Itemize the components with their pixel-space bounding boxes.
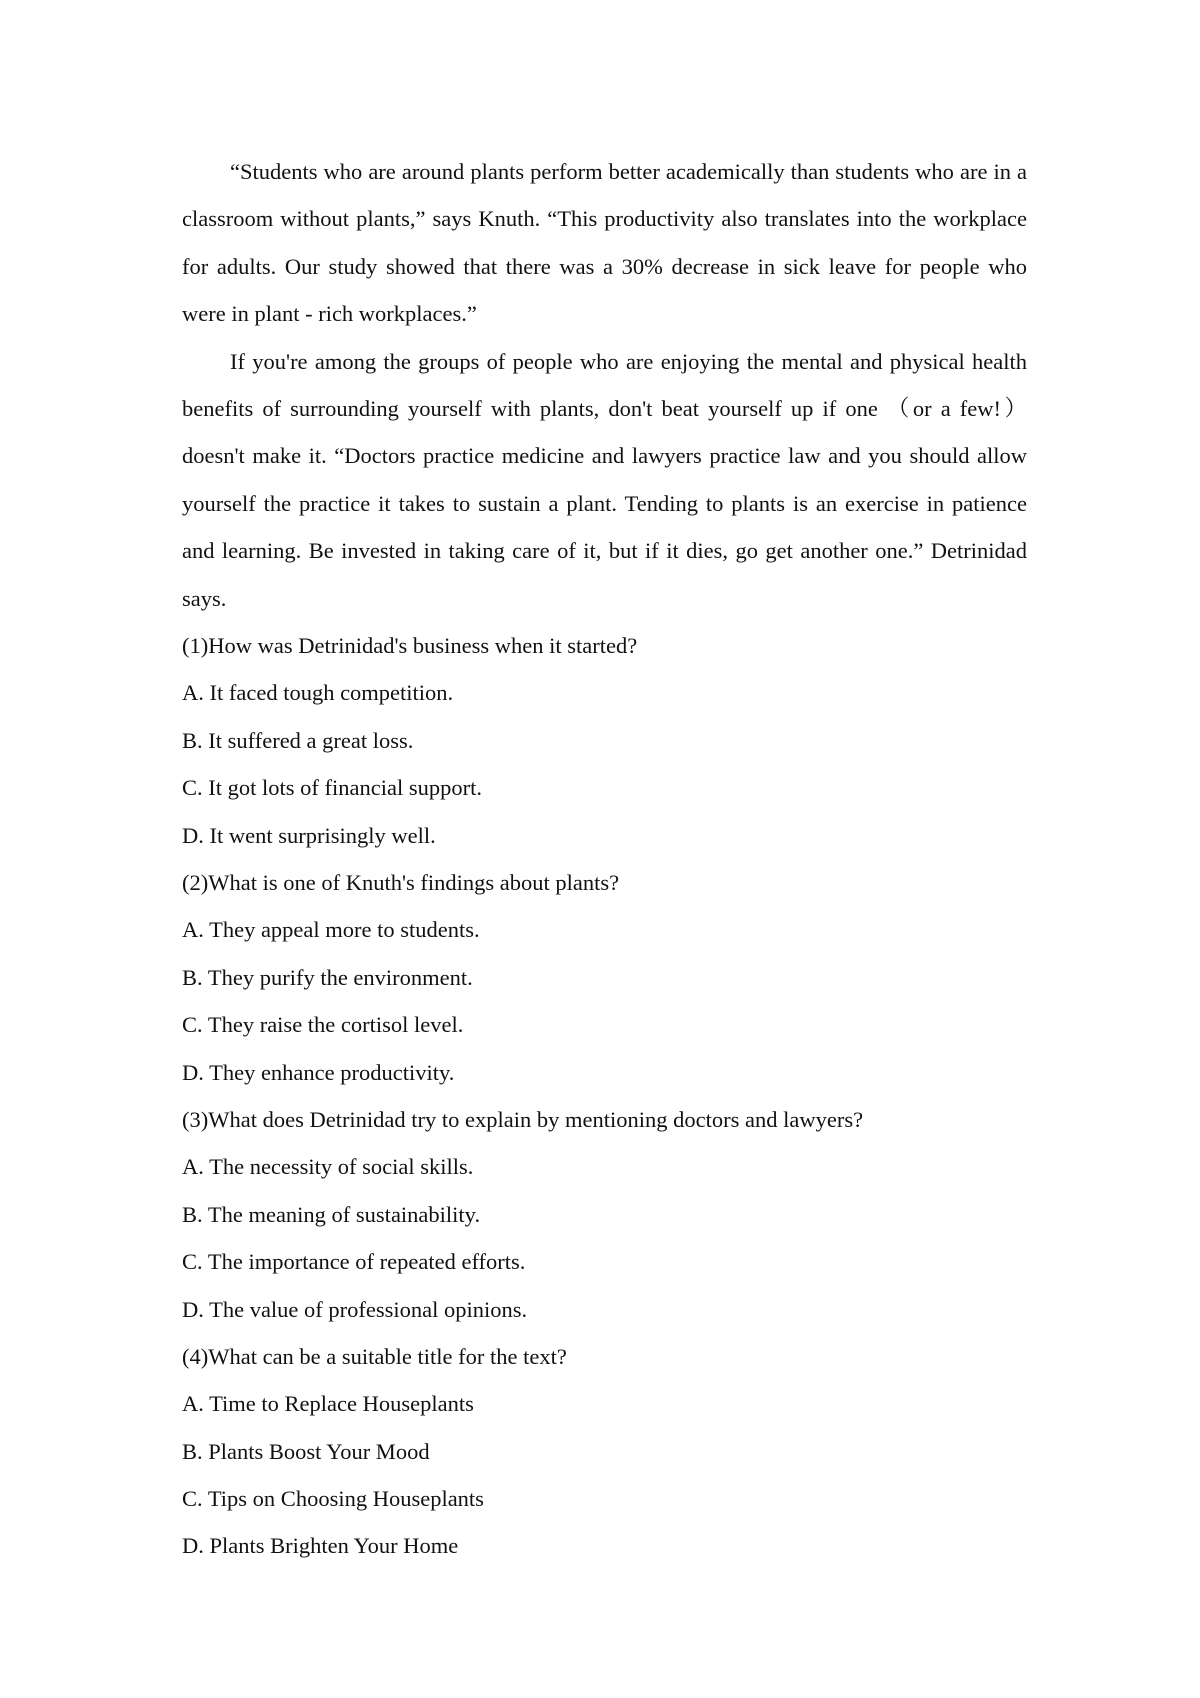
option-b: B. Plants Boost Your Mood [182,1438,430,1464]
option-d: D. The value of professional opinions. [182,1296,528,1322]
question-stem: (4)What can be a suitable title for the text? [182,1343,567,1369]
option-b: B. They purify the environment. [182,964,473,990]
question-3 [182,1096,1027,1333]
passage-paragraph-1: “Students who are around plants perform better academically than students who are in a classroom without plants,” says Knuth. “This productivity also translates into the workplace for adults. Our study showed that there was a 30% decrease in sick leave for people who were in plant - rich workplaces.” [182,159,1027,327]
question-stem: (2)What is one of Knuth's findings about plants? [182,870,620,896]
question-1 [182,622,1027,859]
option-a: A. The necessity of social skills. [182,1154,474,1180]
option-a: A. They appeal more to students. [182,917,480,943]
option-d: D. They enhance productivity. [182,1059,455,1085]
option-d: D. It went surprisingly well. [182,822,436,848]
question-4 [182,1333,1027,1570]
option-b: B. It suffered a great loss. [182,727,414,753]
option-c: C. They raise the cortisol level. [182,1012,464,1038]
question-stem: (3)What does Detrinidad try to explain by mentioning doctors and lawyers? [182,1106,864,1132]
passage-paragraph-2: If you're among the groups of people who are enjoying the mental and physical health benefits of surrounding yourself with plants, don't beat yourself up if one （or a few!） doesn't make it. “Doctors practice medicine and lawyers practice law and you should allow yourself the practice it takes to sustain a plant. Tending to plants is an exercise in patience and learning. Be invested in taking care of it, but if it dies, go get another one.” Detrinidad says. [182,348,1027,611]
option-a: A. Time to Replace Houseplants [182,1391,474,1417]
question-stem: (1)How was Detrinidad's business when it started? [182,633,638,659]
option-c: C. Tips on Choosing Houseplants [182,1486,484,1512]
option-d: D. Plants Brighten Your Home [182,1533,459,1559]
option-a: A. It faced tough competition. [182,680,454,706]
option-c: C. The importance of repeated efforts. [182,1249,526,1275]
option-c: C. It got lots of financial support. [182,775,482,801]
question-2 [182,859,1027,1096]
option-b: B. The meaning of sustainability. [182,1201,481,1227]
document-page [182,148,1027,1570]
